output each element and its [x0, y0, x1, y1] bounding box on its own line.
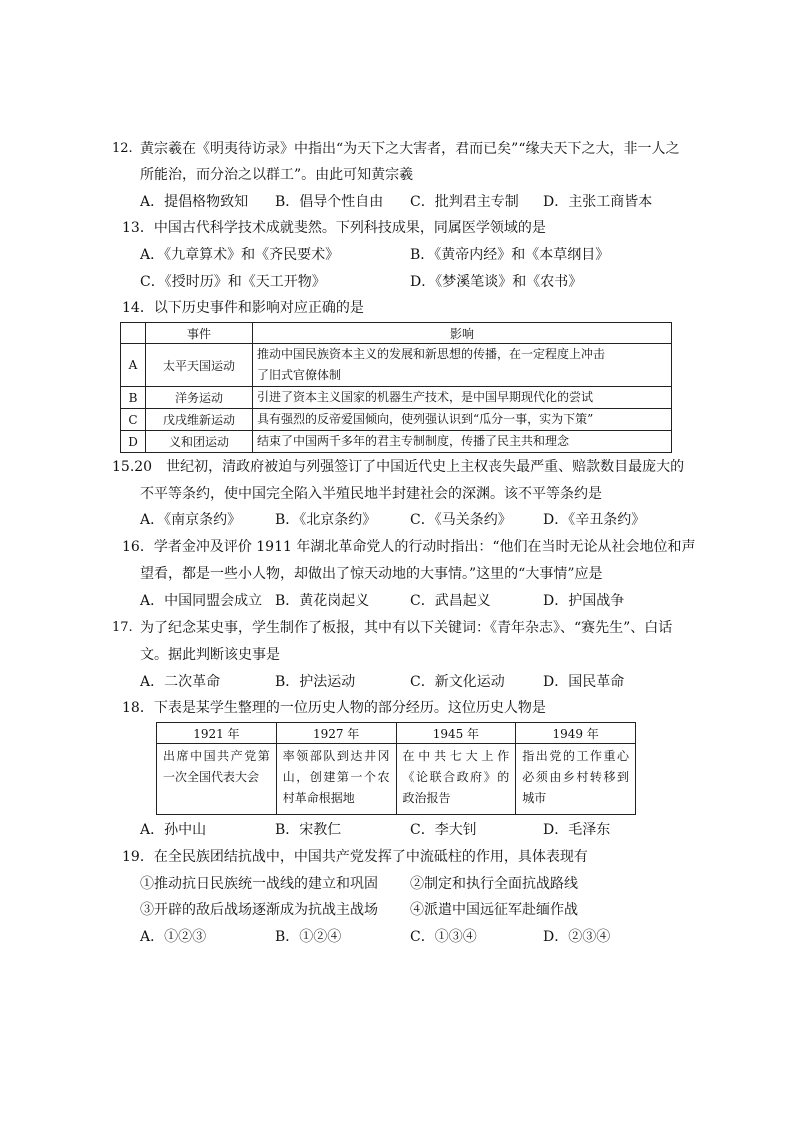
question-16-stem-line2: 望看，都是一些小人物，却做出了惊天动地的大事情。”这里的“大事情”应是 — [140, 566, 603, 582]
option-c[interactable]: C．李大钊 — [410, 822, 477, 838]
table-header-row — [157, 723, 636, 744]
event-1949: 指出党的工作重心必须由乡村转移到城市 — [516, 744, 636, 815]
question-14-table — [120, 322, 672, 453]
table-row — [121, 344, 672, 387]
row-label: B — [121, 387, 146, 409]
question-19-stem: 19．在全民族团结抗战中，中国共产党发挥了中流砥柱的作用，具体表现有 — [122, 849, 588, 865]
row-label: D — [121, 431, 146, 453]
question-17-number: 17. — [112, 620, 133, 635]
option-d[interactable]: D．②③④ — [543, 929, 611, 945]
option-a[interactable]: A．二次革命 — [140, 674, 221, 690]
row-effect-line1: 推动中国民族资本主义的发展和新思想的传播，在一定程度上冲击 — [257, 347, 606, 361]
option-c[interactable]: C．①③④ — [410, 929, 477, 945]
question-17-stem-line2: 文。据此判断该史事是 — [140, 647, 280, 663]
year-1949: 1949 年 — [516, 723, 636, 744]
statement-4: ④派遣中国远征军赴缅作战 — [410, 902, 578, 918]
row-label: C — [121, 409, 146, 431]
row-effect: 引进了资本主义国家的机器生产技术，是中国早期现代化的尝试 — [253, 387, 672, 409]
option-d[interactable]: D．《梦溪笔谈》和《农书》 — [410, 274, 583, 290]
option-b[interactable]: B．①②④ — [275, 929, 342, 945]
option-b[interactable]: B．倡导个性自由 — [275, 194, 384, 210]
statement-1: ①推动抗日民族统一战线的建立和巩固 — [140, 876, 378, 892]
year-1921: 1921 年 — [157, 723, 277, 744]
table-header-event: 事件 — [146, 323, 253, 344]
option-b[interactable]: B．《黄帝内经》和《本草纲目》 — [410, 247, 610, 263]
question-13-stem: 13．中国古代科学技术成就斐然。下列科技成果，同属医学领域的是 — [122, 220, 546, 236]
row-label: A — [121, 344, 146, 387]
statement-2: ②制定和执行全面抗战路线 — [410, 876, 578, 892]
question-14-stem: 14．以下历史事件和影响对应正确的是 — [122, 300, 364, 316]
option-c[interactable]: C．《授时历》和《天工开物》 — [140, 274, 326, 290]
year-1927: 1927 年 — [276, 723, 396, 744]
question-18-stem: 18．下表是某学生整理的一位历史人物的部分经历。这位历史人物是 — [122, 700, 546, 716]
table-header-effect: 影响 — [253, 323, 672, 344]
option-a[interactable]: A．孙中山 — [140, 822, 207, 838]
row-event: 义和团运动 — [146, 431, 253, 453]
option-c[interactable]: C．新文化运动 — [410, 674, 505, 690]
option-b[interactable]: B．护法运动 — [275, 674, 356, 690]
row-event: 戊戌维新运动 — [146, 409, 253, 431]
option-d[interactable]: D．主张工商皆本 — [543, 194, 653, 210]
option-d[interactable]: D．《辛丑条约》 — [543, 512, 646, 528]
option-a[interactable]: A．①②③ — [140, 929, 207, 945]
option-a[interactable]: A．提倡格物致知 — [140, 194, 249, 210]
question-12-stem-line2: 所能治，而分治之以群工”。由此可知黄宗羲 — [140, 167, 414, 183]
option-c[interactable]: C．《马关条约》 — [410, 512, 512, 528]
option-b[interactable]: B．《北京条约》 — [275, 512, 377, 528]
row-event: 洋务运动 — [146, 387, 253, 409]
option-d[interactable]: D．毛泽东 — [543, 822, 611, 838]
question-12-stem-line1: 黄宗羲在《明夷待访录》中指出“为天下之大害者，君而已矣”“缘夫天下之大，非一人之 — [140, 141, 680, 157]
question-17-stem-line1: 为了纪念某史事，学生制作了板报，其中有以下关键词：《青年杂志》、“赛先生”、白话 — [140, 620, 673, 636]
option-a[interactable]: A．《九章算术》和《齐民要术》 — [140, 247, 340, 263]
table-row — [121, 387, 672, 409]
option-b[interactable]: B．黄花岗起义 — [275, 593, 370, 609]
row-event: 太平天国运动 — [146, 344, 253, 387]
option-b[interactable]: B．宋教仁 — [275, 822, 342, 838]
option-c[interactable]: C．批判君主专制 — [410, 194, 519, 210]
statement-3: ③开辟的敌后战场逐渐成为抗战主战场 — [140, 902, 378, 918]
option-a[interactable]: A．《南京条约》 — [140, 512, 242, 528]
option-a[interactable]: A．中国同盟会成立 — [140, 593, 263, 609]
question-15-stem-line2: 不平等条约，使中国完全陷入半殖民地半封建社会的深渊。该不平等条约是 — [140, 486, 602, 502]
row-effect: 具有强烈的反帝爱国倾向，使列强认识到“瓜分一事，实为下策” — [253, 409, 672, 431]
table-header-row — [121, 323, 672, 344]
year-1945: 1945 年 — [396, 723, 516, 744]
event-1921: 出席中国共产党第一次全国代表大会 — [157, 744, 277, 815]
option-d[interactable]: D．护国战争 — [543, 593, 625, 609]
option-c[interactable]: C．武昌起义 — [410, 593, 491, 609]
row-effect-line2: 了旧式官僚体制 — [257, 368, 342, 382]
event-1945: 在中共七大上作《论联合政府》的政治报告 — [396, 744, 516, 815]
option-d[interactable]: D．国民革命 — [543, 674, 625, 690]
row-effect: 结束了中国两千多年的君主专制制度，传播了民主共和理念 — [253, 431, 672, 453]
table-row — [121, 409, 672, 431]
row-effect — [253, 344, 672, 387]
event-1927: 率领部队到达井冈山，创建第一个农村革命根据地 — [276, 744, 396, 815]
question-15-stem-line1: 15.20 世纪初，清政府被迫与列强签订了中国近代史上主权丧失最严重、赔款数目最庞大的 — [112, 459, 685, 475]
table-header-blank — [121, 323, 146, 344]
table-row — [157, 744, 636, 815]
table-row — [121, 431, 672, 453]
question-18-table — [156, 722, 636, 815]
question-16-stem-line1: 16．学者金冲及评价 1911 年湖北革命党人的行动时指出：“他们在当时无论从社会地位和声 — [122, 539, 696, 555]
question-12-number: 12. — [112, 141, 133, 156]
